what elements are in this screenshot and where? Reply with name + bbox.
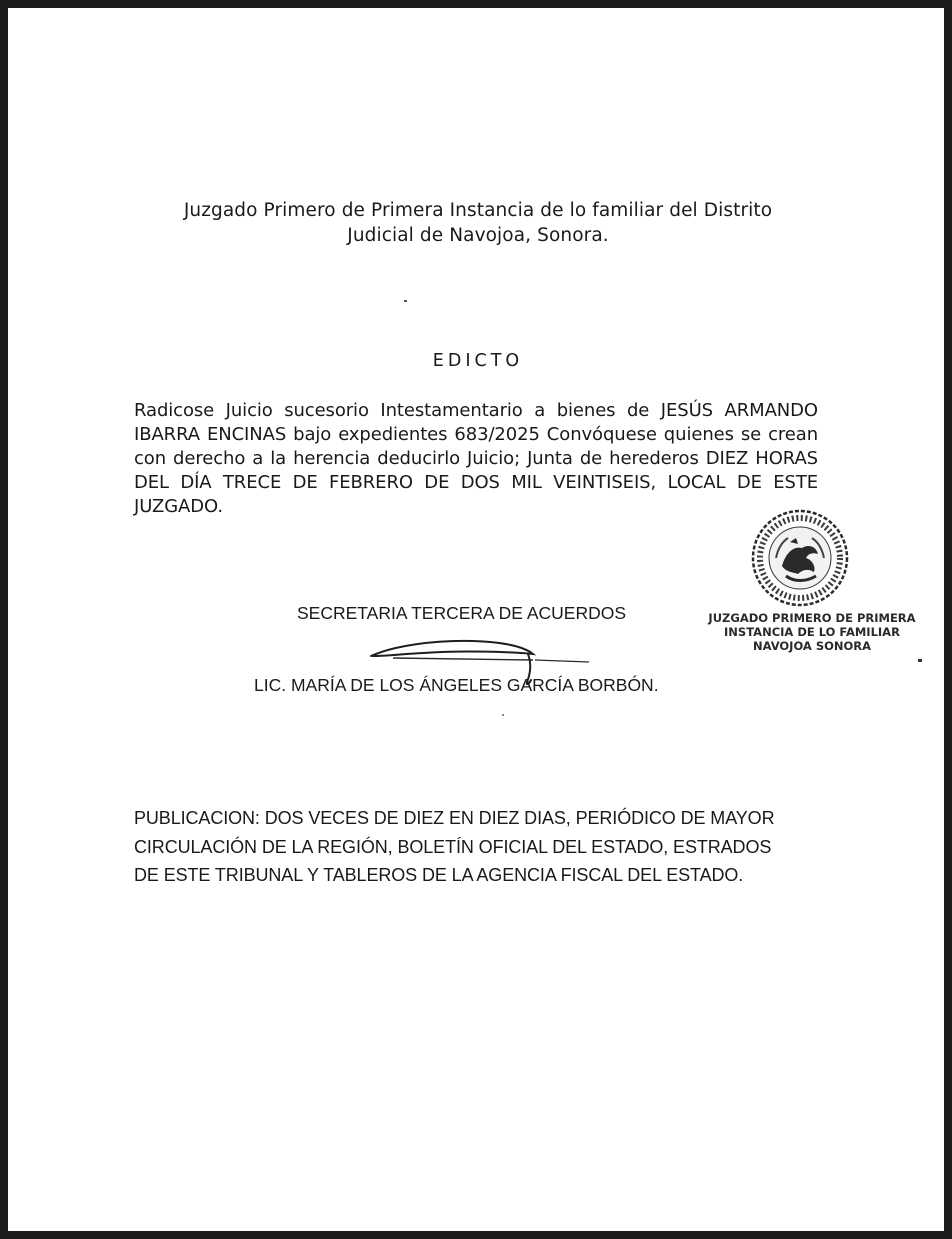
speck-mark bbox=[404, 300, 407, 302]
speck-mark bbox=[918, 659, 922, 662]
edict-body: Radicose Juicio sucesorio Intestamentario a bienes de JESÚS ARMANDO IBARRA ENCINAS bajo expedientes 683/2025 Convóquese quienes se crean con derecho a la herencia deducirlo Juicio; Junta de herederos DIEZ HORAS DEL DÍA TRECE DE FEBRERO DE DOS MIL VEINTISEIS, LOCAL DE ESTE JUZGADO. bbox=[134, 400, 818, 517]
speck-mark bbox=[502, 714, 504, 716]
publication-notice bbox=[134, 804, 834, 890]
signatory-role: SECRETARIA TERCERA DE ACUERDOS bbox=[297, 603, 627, 623]
signatory-name: LIC. MARÍA DE LOS ÁNGELES GARCÍA BORBÓN. bbox=[254, 675, 659, 695]
court-header-line-1: Juzgado Primero de Primera Instancia de lo familiar del Distrito bbox=[183, 200, 773, 221]
court-header-line-2: Judicial de Navojoa, Sonora. bbox=[347, 225, 609, 246]
stamp-line-2: INSTANCIA DE LO FAMILIAR bbox=[724, 625, 900, 639]
publication-line-3: DE ESTE TRIBUNAL Y TABLEROS DE LA AGENCIA FISCAL DEL ESTADO. bbox=[134, 865, 744, 885]
stamp-line-3: NAVOJOA SONORA bbox=[752, 639, 872, 653]
publication-line-2: CIRCULACIÓN DE LA REGIÓN, BOLETÍN OFICIAL DEL ESTADO, ESTRADOS bbox=[134, 836, 772, 857]
stamp-line-1: JUZGADO PRIMERO DE PRIMERA bbox=[708, 611, 916, 625]
court-header bbox=[148, 198, 808, 248]
edict-title: EDICTO bbox=[432, 351, 524, 371]
court-seal-emblem bbox=[746, 508, 854, 608]
publication-line-1: PUBLICACION: DOS VECES DE DIEZ EN DIEZ DIAS, PERIÓDICO DE MAYOR bbox=[134, 808, 775, 828]
court-stamp-text bbox=[694, 611, 930, 653]
